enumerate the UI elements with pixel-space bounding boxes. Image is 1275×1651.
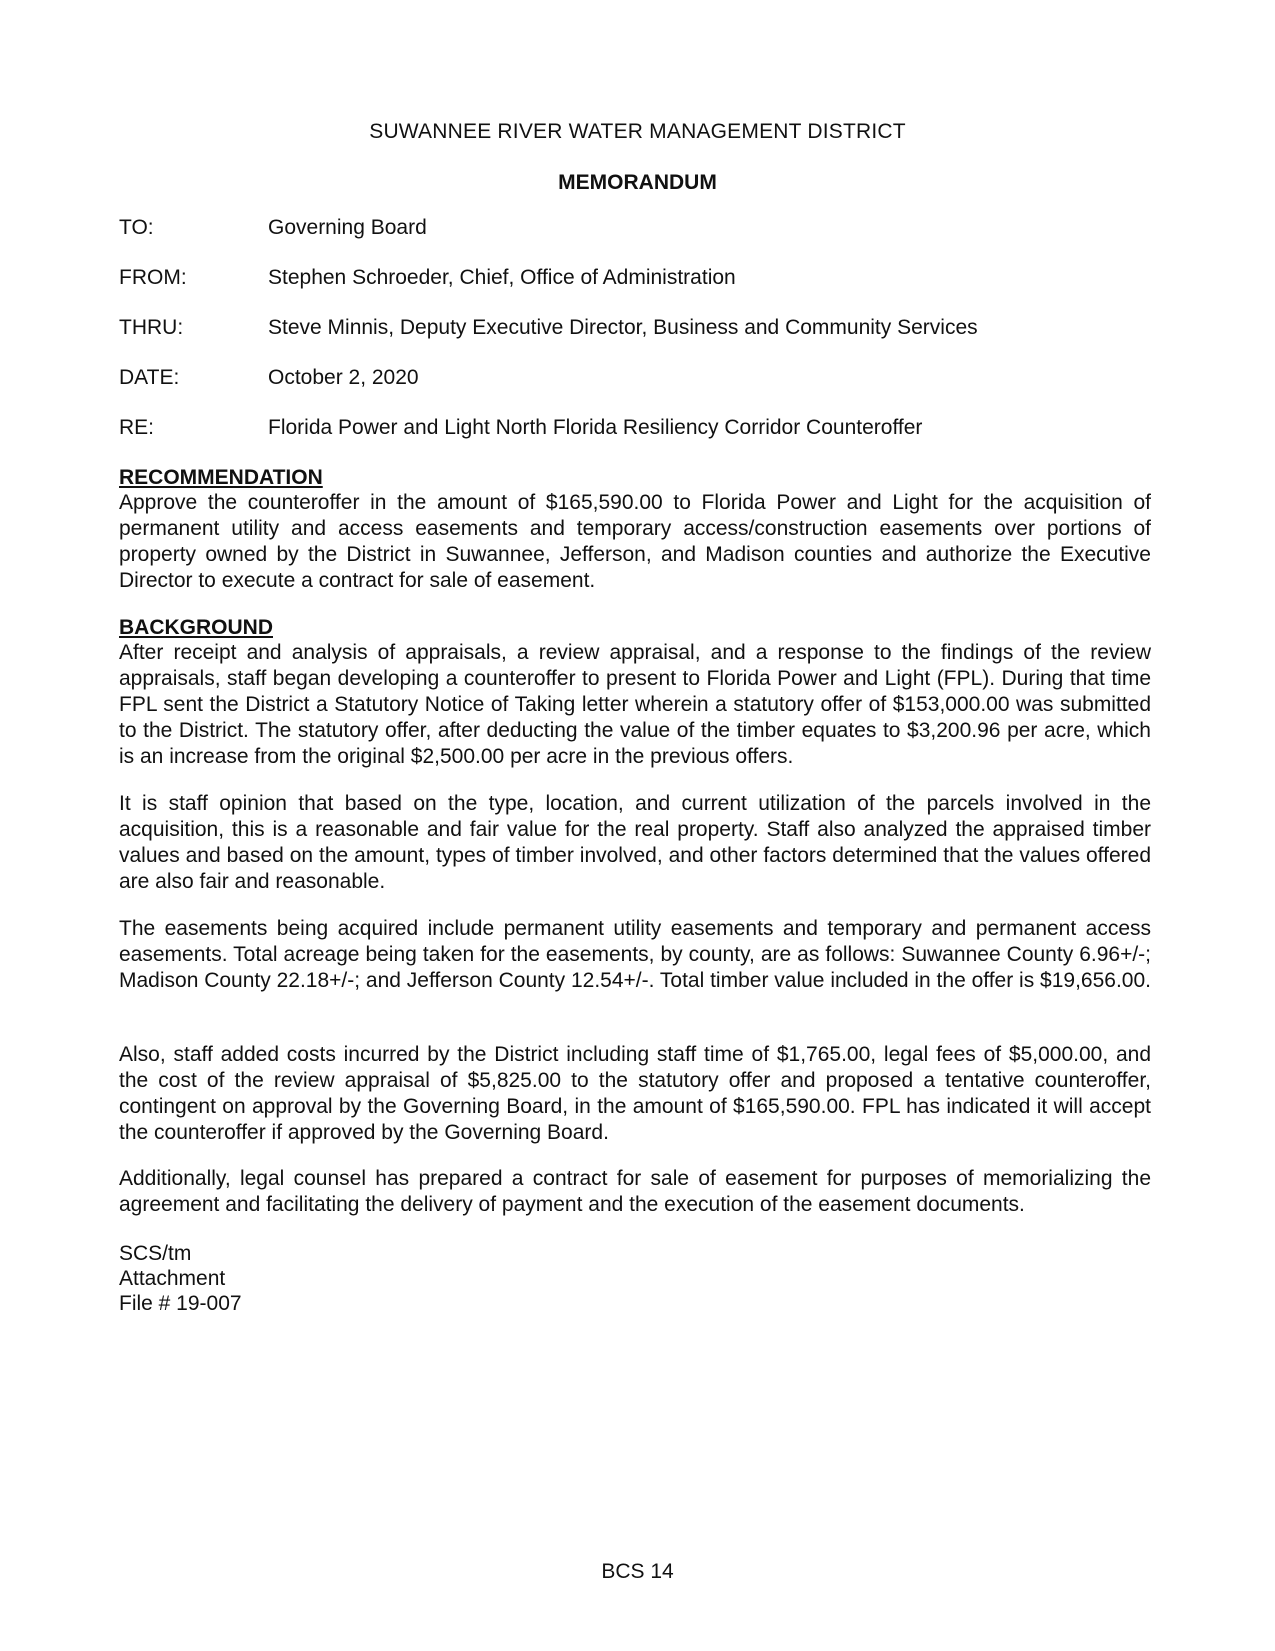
thru-row xyxy=(119,316,1159,344)
recommendation-text: Approve the counteroffer in the amount of $165,590.00 to Florida Power and Light for the acquisition of permanent utility and access easements and temporary access/construction easements over portions of property owned by the District in Suwannee, Jefferson, and Madison counties and authorize the Executive Director to execute a contract for sale of easement. xyxy=(119,491,1151,592)
to-value: Governing Board xyxy=(268,216,427,239)
background-paragraph: It is staff opinion that based on the type, location, and current utilization of the parcels involved in the acquisition, this is a reasonable and fair value for the real property. Staff also analyzed the appraised timber values and based on the amount, types of timber involved, and other factors determined that the values offered are also fair and reasonable. xyxy=(119,792,1151,893)
background-paragraph: The easements being acquired include permanent utility easements and temporary and permanent access easements. Total acreage being taken for the easements, by county, are as follows: Suwannee County 6.96+/-; Madison County 22.18+/-; and Jefferson County 12.54+/-. Total timber value included in the offer is $19,656.00. xyxy=(119,917,1151,992)
date-row xyxy=(119,366,1159,394)
file-number: File # 19-007 xyxy=(119,1292,242,1315)
to-label: TO: xyxy=(119,216,154,239)
re-label: RE: xyxy=(119,416,155,439)
from-row xyxy=(119,266,1159,294)
author-initials: SCS/tm xyxy=(119,1242,192,1265)
thru-label: THRU: xyxy=(119,316,184,339)
re-value: Florida Power and Light North Florida Resiliency Corridor Counteroffer xyxy=(268,416,923,439)
recommendation-heading: RECOMMENDATION xyxy=(119,466,323,489)
background-paragraph: Additionally, legal counsel has prepared a contract for sale of easement for purposes of memorializing the agreement and facilitating the delivery of payment and the execution of the easement documents. xyxy=(119,1167,1151,1216)
thru-value: Steve Minnis, Deputy Executive Director, Business and Community Services xyxy=(268,316,978,339)
attachment-note: Attachment xyxy=(119,1267,226,1290)
page-number: BCS 14 xyxy=(601,1560,674,1583)
from-label: FROM: xyxy=(119,266,187,289)
from-value: Stephen Schroeder, Chief, Office of Administration xyxy=(268,266,736,289)
to-row xyxy=(119,216,1159,244)
date-label: DATE: xyxy=(119,366,180,389)
background-paragraph: After receipt and analysis of appraisals, a review appraisal, and a response to the findings of the review appraisals, staff began developing a counteroffer to present to Florida Power and Light (FPL). During that time FPL sent the District a Statutory Notice of Taking letter wherein a statutory offer of $153,000.00 was submitted to the District. The statutory offer, after deducting the value of the timber equates to $3,200.96 per acre, which is an increase from the original $2,500.00 per acre in the previous offers. xyxy=(119,641,1151,768)
date-value: October 2, 2020 xyxy=(268,366,419,389)
background-heading: BACKGROUND xyxy=(119,616,273,639)
re-row xyxy=(119,416,1159,444)
memo-title: MEMORANDUM xyxy=(558,171,717,194)
background-paragraph: Also, staff added costs incurred by the District including staff time of $1,765.00, legal fees of $5,000.00, and the cost of the review appraisal of $5,825.00 to the statutory offer and proposed a tentative counteroffer, contingent on approval by the Governing Board, in the amount of $165,590.00. FPL has indicated it will accept the counteroffer if approved by the Governing Board. xyxy=(119,1043,1151,1144)
organization-name: SUWANNEE RIVER WATER MANAGEMENT DISTRICT xyxy=(369,120,906,143)
